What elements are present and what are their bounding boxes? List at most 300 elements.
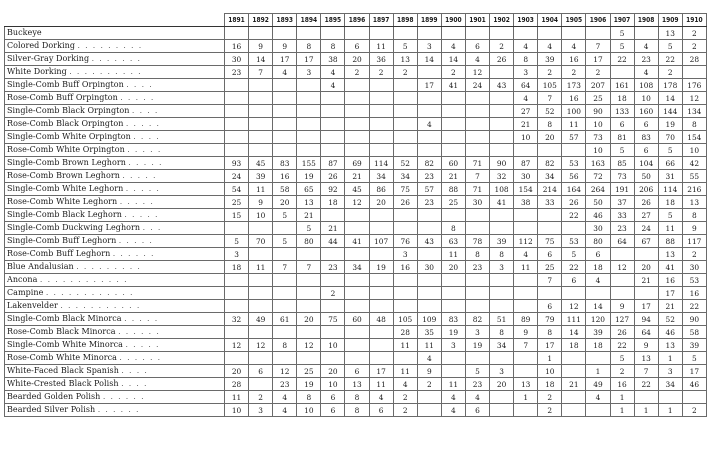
breed-name-cell — [5, 365, 225, 378]
count-cell: 46 — [658, 326, 682, 339]
count-cell — [465, 118, 489, 131]
count-cell — [682, 66, 706, 79]
count-cell: 8 — [297, 40, 321, 53]
count-cell — [321, 248, 345, 261]
count-cell: 5 — [682, 352, 706, 365]
count-cell — [369, 352, 393, 365]
count-cell: 8 — [682, 209, 706, 222]
count-cell: 112 — [514, 235, 538, 248]
count-cell: 56 — [562, 170, 586, 183]
count-cell: 1 — [610, 404, 634, 417]
count-cell: 133 — [610, 105, 634, 118]
count-cell: 11 — [393, 339, 417, 352]
count-cell: 35 — [417, 326, 441, 339]
count-cell: 21 — [562, 378, 586, 391]
count-cell: 5 — [465, 365, 489, 378]
count-cell: 21 — [441, 170, 465, 183]
count-cell — [610, 248, 634, 261]
count-cell: 6 — [465, 40, 489, 53]
count-cell — [441, 300, 465, 313]
count-cell: 5 — [610, 40, 634, 53]
count-cell — [465, 131, 489, 144]
count-cell — [225, 274, 249, 287]
count-cell: 13 — [682, 196, 706, 209]
count-cell: 23 — [273, 378, 297, 391]
count-cell — [225, 222, 249, 235]
table-row — [5, 66, 707, 79]
count-cell — [345, 79, 369, 92]
count-cell: 23 — [417, 170, 441, 183]
breed-name-cell — [5, 144, 225, 157]
count-cell: 108 — [490, 183, 514, 196]
count-cell — [514, 209, 538, 222]
count-cell: 6 — [586, 248, 610, 261]
count-cell: 52 — [538, 105, 562, 118]
year-header: 1906 — [586, 14, 610, 27]
count-cell: 5 — [610, 27, 634, 40]
breed-name-cell — [5, 378, 225, 391]
count-cell — [441, 144, 465, 157]
count-cell — [273, 131, 297, 144]
count-cell: 2 — [562, 66, 586, 79]
count-cell — [225, 131, 249, 144]
count-cell: 43 — [490, 79, 514, 92]
count-cell: 8 — [465, 248, 489, 261]
count-cell: 8 — [273, 339, 297, 352]
breed-name-cell — [5, 313, 225, 326]
breed-name: Single-Comb Black Orpington — [7, 106, 130, 115]
breed-name: Colored Dorking — [7, 41, 76, 50]
count-cell: 17 — [297, 53, 321, 66]
count-cell — [369, 287, 393, 300]
count-cell — [369, 144, 393, 157]
count-cell — [490, 66, 514, 79]
count-cell — [297, 248, 321, 261]
count-cell: 60 — [345, 313, 369, 326]
count-cell: 20 — [441, 261, 465, 274]
breed-name: Rose-Comb Black Minorca — [7, 327, 116, 336]
count-cell: 42 — [682, 157, 706, 170]
count-cell: 2 — [538, 66, 562, 79]
count-cell: 11 — [417, 339, 441, 352]
count-cell — [369, 105, 393, 118]
count-cell: 22 — [658, 53, 682, 66]
breed-name-cell — [5, 248, 225, 261]
count-cell: 8 — [490, 326, 514, 339]
count-cell: 34 — [393, 170, 417, 183]
count-cell: 120 — [586, 313, 610, 326]
breed-name: Ancona — [7, 275, 38, 284]
count-cell — [441, 118, 465, 131]
count-cell: 75 — [393, 183, 417, 196]
count-cell — [417, 131, 441, 144]
count-cell — [249, 105, 273, 118]
count-cell: 30 — [514, 170, 538, 183]
count-cell: 41 — [441, 79, 465, 92]
count-cell — [417, 300, 441, 313]
count-cell: 32 — [490, 170, 514, 183]
count-cell — [249, 144, 273, 157]
count-cell — [658, 391, 682, 404]
breed-name: Campine — [7, 288, 44, 297]
leader-dots: . . . . . . . . . — [77, 42, 143, 50]
count-cell — [225, 92, 249, 105]
count-cell: 70 — [658, 131, 682, 144]
count-cell: 13 — [658, 27, 682, 40]
count-cell: 8 — [682, 118, 706, 131]
count-cell — [490, 404, 514, 417]
count-cell: 164 — [562, 183, 586, 196]
count-cell — [345, 248, 369, 261]
count-cell: 5 — [297, 222, 321, 235]
count-cell — [465, 105, 489, 118]
count-cell — [297, 274, 321, 287]
count-cell: 48 — [369, 313, 393, 326]
count-cell: 75 — [321, 313, 345, 326]
count-cell: 17 — [634, 300, 658, 313]
count-cell — [417, 404, 441, 417]
count-cell: 85 — [610, 157, 634, 170]
count-cell — [586, 352, 610, 365]
count-cell: 33 — [610, 209, 634, 222]
count-cell: 53 — [682, 274, 706, 287]
breed-name: Rose-Comb Buff Orpington — [7, 93, 118, 102]
count-cell — [321, 209, 345, 222]
count-cell: 61 — [273, 313, 297, 326]
breed-name-cell — [5, 79, 225, 92]
count-cell — [490, 105, 514, 118]
count-cell — [417, 222, 441, 235]
count-cell: 2 — [490, 40, 514, 53]
leader-dots: . . . . . — [119, 198, 155, 206]
count-cell: 18 — [658, 196, 682, 209]
breed-name-cell — [5, 66, 225, 79]
count-cell — [441, 352, 465, 365]
count-cell — [321, 326, 345, 339]
count-cell: 70 — [249, 235, 273, 248]
count-cell: 39 — [586, 326, 610, 339]
count-cell: 12 — [465, 66, 489, 79]
count-cell: 13 — [514, 378, 538, 391]
year-header: 1908 — [634, 14, 658, 27]
count-cell: 38 — [321, 53, 345, 66]
count-cell: 6 — [345, 40, 369, 53]
count-cell — [393, 300, 417, 313]
leader-dots: . . . . . — [125, 341, 160, 349]
count-cell: 13 — [297, 196, 321, 209]
count-cell: 13 — [345, 378, 369, 391]
count-cell: 14 — [417, 53, 441, 66]
count-cell: 63 — [441, 235, 465, 248]
count-cell: 3 — [490, 365, 514, 378]
count-cell — [273, 274, 297, 287]
count-cell — [225, 144, 249, 157]
count-cell: 90 — [682, 313, 706, 326]
count-cell: 50 — [586, 196, 610, 209]
count-cell: 127 — [610, 313, 634, 326]
count-cell: 17 — [658, 287, 682, 300]
table-row — [5, 53, 707, 66]
count-cell: 19 — [465, 339, 489, 352]
count-cell: 5 — [610, 144, 634, 157]
leader-dots: . . . . . . — [102, 393, 146, 401]
count-cell: 21 — [321, 222, 345, 235]
year-header: 1907 — [610, 14, 634, 27]
breed-name-cell — [5, 222, 225, 235]
count-cell: 134 — [682, 105, 706, 118]
count-cell — [249, 118, 273, 131]
count-cell — [441, 27, 465, 40]
count-cell — [249, 27, 273, 40]
count-cell — [393, 92, 417, 105]
count-cell: 31 — [658, 170, 682, 183]
count-cell: 1 — [658, 352, 682, 365]
count-cell — [345, 209, 369, 222]
year-header: 1894 — [297, 14, 321, 27]
count-cell — [321, 300, 345, 313]
count-cell: 12 — [249, 339, 273, 352]
count-cell: 22 — [562, 209, 586, 222]
count-cell: 18 — [321, 196, 345, 209]
count-cell: 45 — [345, 183, 369, 196]
breed-name-cell — [5, 118, 225, 131]
count-cell — [345, 352, 369, 365]
count-cell: 14 — [658, 92, 682, 105]
count-cell: 27 — [634, 209, 658, 222]
year-header: 1905 — [562, 14, 586, 27]
count-cell: 2 — [682, 404, 706, 417]
count-cell: 12 — [682, 92, 706, 105]
count-cell: 21 — [634, 274, 658, 287]
count-cell — [273, 248, 297, 261]
count-cell: 20 — [273, 196, 297, 209]
count-cell: 163 — [586, 157, 610, 170]
count-cell: 11 — [369, 378, 393, 391]
count-cell — [562, 144, 586, 157]
count-cell — [297, 352, 321, 365]
count-cell — [490, 92, 514, 105]
count-cell: 75 — [538, 235, 562, 248]
count-cell: 34 — [538, 170, 562, 183]
count-cell — [562, 222, 586, 235]
count-cell: 50 — [634, 170, 658, 183]
count-cell — [393, 352, 417, 365]
count-cell — [297, 105, 321, 118]
count-cell: 10 — [321, 339, 345, 352]
count-cell — [321, 274, 345, 287]
count-cell: 49 — [249, 313, 273, 326]
table-row — [5, 339, 707, 352]
count-cell: 16 — [273, 170, 297, 183]
breed-name: Rose-Comb White Leghorn — [7, 197, 118, 206]
count-cell: 160 — [634, 105, 658, 118]
count-cell: 19 — [441, 326, 465, 339]
count-cell: 71 — [465, 183, 489, 196]
count-cell: 5 — [273, 209, 297, 222]
count-cell: 19 — [658, 118, 682, 131]
count-cell: 10 — [321, 378, 345, 391]
count-cell: 90 — [586, 105, 610, 118]
count-cell: 20 — [297, 313, 321, 326]
count-cell: 11 — [249, 261, 273, 274]
count-cell: 17 — [273, 53, 297, 66]
count-cell: 51 — [490, 313, 514, 326]
count-cell: 73 — [610, 170, 634, 183]
count-cell: 2 — [393, 404, 417, 417]
count-cell: 8 — [345, 404, 369, 417]
breed-name-cell — [5, 339, 225, 352]
count-cell — [610, 66, 634, 79]
breed-name-cell — [5, 40, 225, 53]
count-cell: 8 — [345, 391, 369, 404]
year-header: 1902 — [490, 14, 514, 27]
count-cell — [297, 92, 321, 105]
count-cell: 65 — [297, 183, 321, 196]
count-cell: 16 — [682, 287, 706, 300]
count-cell: 37 — [610, 196, 634, 209]
count-cell — [345, 131, 369, 144]
count-cell — [417, 92, 441, 105]
count-cell — [345, 222, 369, 235]
count-cell: 20 — [345, 53, 369, 66]
breed-name: Single-Comb White Leghorn — [7, 184, 124, 193]
count-cell: 7 — [586, 40, 610, 53]
count-cell: 105 — [393, 313, 417, 326]
count-cell: 17 — [417, 79, 441, 92]
count-cell — [417, 287, 441, 300]
count-cell: 64 — [634, 326, 658, 339]
count-cell: 4 — [514, 40, 538, 53]
count-cell: 30 — [682, 261, 706, 274]
count-cell — [249, 378, 273, 391]
count-cell: 18 — [538, 378, 562, 391]
count-cell: 23 — [465, 261, 489, 274]
count-cell: 3 — [393, 248, 417, 261]
count-cell — [465, 222, 489, 235]
count-cell — [562, 404, 586, 417]
count-cell: 87 — [514, 157, 538, 170]
count-cell: 5 — [658, 209, 682, 222]
breed-name: Rose-Comb Black Orpington — [7, 119, 124, 128]
count-cell: 2 — [417, 378, 441, 391]
count-cell — [441, 105, 465, 118]
count-cell: 16 — [225, 40, 249, 53]
breed-name-cell — [5, 326, 225, 339]
count-cell: 154 — [514, 183, 538, 196]
count-cell: 78 — [465, 235, 489, 248]
count-cell: 73 — [586, 131, 610, 144]
count-cell: 8 — [538, 118, 562, 131]
count-cell — [562, 287, 586, 300]
count-cell — [417, 66, 441, 79]
count-cell: 4 — [562, 40, 586, 53]
count-cell: 2 — [441, 66, 465, 79]
count-cell: 28 — [682, 53, 706, 66]
breed-name: Rose-Comb Buff Leghorn — [7, 249, 111, 258]
count-cell — [465, 92, 489, 105]
count-cell: 41 — [490, 196, 514, 209]
breed-name-cell — [5, 92, 225, 105]
count-cell — [634, 391, 658, 404]
count-cell: 7 — [538, 274, 562, 287]
count-cell: 82 — [465, 313, 489, 326]
count-cell — [393, 274, 417, 287]
count-cell: 57 — [562, 131, 586, 144]
count-cell: 4 — [441, 40, 465, 53]
count-cell: 55 — [682, 170, 706, 183]
count-cell: 26 — [321, 170, 345, 183]
count-cell: 10 — [634, 92, 658, 105]
count-cell: 22 — [634, 378, 658, 391]
year-header: 1896 — [345, 14, 369, 27]
count-cell: 16 — [610, 378, 634, 391]
count-cell: 18 — [562, 339, 586, 352]
leader-dots: . . . . . — [128, 159, 163, 167]
count-cell: 43 — [417, 235, 441, 248]
count-cell — [369, 339, 393, 352]
count-cell: 178 — [658, 79, 682, 92]
count-cell: 11 — [441, 248, 465, 261]
count-cell: 21 — [345, 170, 369, 183]
count-cell: 5 — [273, 235, 297, 248]
leader-dots: . . . . — [121, 380, 148, 388]
count-cell — [297, 287, 321, 300]
count-cell — [273, 118, 297, 131]
count-cell: 26 — [634, 196, 658, 209]
count-cell — [465, 287, 489, 300]
count-cell — [369, 92, 393, 105]
breed-name: Bearded Silver Polish — [7, 405, 96, 414]
count-cell — [393, 105, 417, 118]
leader-dots: . . . . . . — [97, 406, 140, 414]
table-row — [5, 196, 707, 209]
count-cell — [249, 352, 273, 365]
count-cell: 7 — [249, 66, 273, 79]
count-cell — [417, 248, 441, 261]
count-cell — [225, 118, 249, 131]
breed-name: Single-Comb White Orpington — [7, 132, 131, 141]
count-cell — [225, 79, 249, 92]
count-cell: 2 — [538, 404, 562, 417]
count-cell: 83 — [441, 313, 465, 326]
table-row — [5, 326, 707, 339]
count-cell: 2 — [610, 365, 634, 378]
table-row — [5, 378, 707, 391]
count-cell — [490, 391, 514, 404]
count-cell — [441, 209, 465, 222]
count-cell: 25 — [297, 365, 321, 378]
count-cell: 23 — [465, 378, 489, 391]
count-cell: 30 — [225, 53, 249, 66]
count-cell: 7 — [297, 261, 321, 274]
count-cell — [562, 365, 586, 378]
count-cell — [297, 144, 321, 157]
count-cell: 25 — [538, 261, 562, 274]
count-cell: 5 — [658, 40, 682, 53]
count-cell: 6 — [369, 404, 393, 417]
count-cell: 6 — [634, 118, 658, 131]
table-row — [5, 261, 707, 274]
count-cell — [369, 118, 393, 131]
count-cell — [249, 287, 273, 300]
count-cell — [490, 27, 514, 40]
breed-name-cell — [5, 352, 225, 365]
count-cell — [586, 404, 610, 417]
count-cell — [441, 92, 465, 105]
count-cell: 5 — [393, 40, 417, 53]
breed-name: Blue Andalusian — [7, 262, 74, 271]
count-cell: 41 — [658, 261, 682, 274]
